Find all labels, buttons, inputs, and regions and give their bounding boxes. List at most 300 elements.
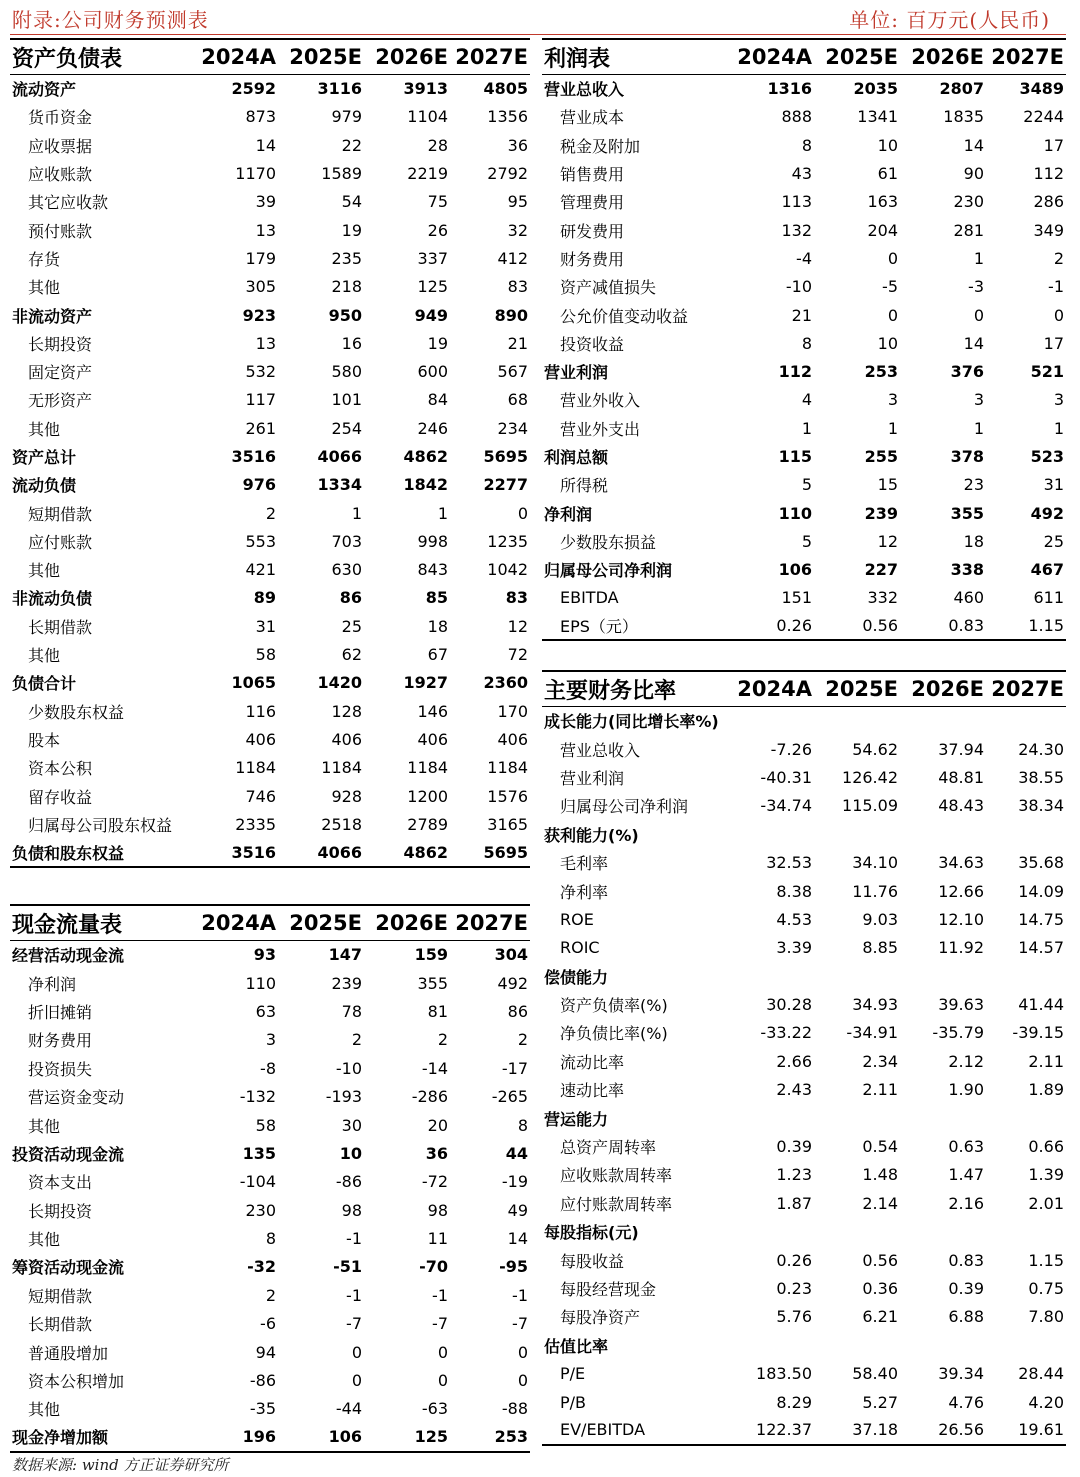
row-label: 公允价值变动收益 <box>560 306 689 326</box>
table-row <box>10 640 530 668</box>
row-value: 86 <box>339 588 362 608</box>
row-label: 其它应收款 <box>28 193 109 213</box>
row-value: 32 <box>507 220 528 240</box>
row-value: 0 <box>1053 305 1064 325</box>
row-value: 304 <box>494 945 528 965</box>
row-label: P/B <box>560 1392 587 1412</box>
row-value: 2 <box>1053 248 1064 268</box>
row-label: 其他 <box>28 1400 61 1420</box>
row-value: 4066 <box>278 839 364 867</box>
year-header: 2024A <box>192 905 278 941</box>
year-header: 2025E <box>814 39 900 75</box>
table-row <box>542 707 1066 735</box>
row-value: 523 <box>1030 447 1064 466</box>
table-row <box>542 1218 1066 1246</box>
row-value: 0 <box>517 1371 528 1391</box>
row-label: 固定资产 <box>28 363 93 383</box>
row-label: 应收票据 <box>28 136 93 156</box>
row-value: 58.40 <box>852 1364 898 1384</box>
table-row <box>10 188 530 216</box>
table-row <box>542 244 1066 272</box>
row-value: 14 <box>507 1229 528 1249</box>
row-value: 30 <box>341 1115 362 1135</box>
row-label: 流动资产 <box>12 80 77 100</box>
row-value <box>814 1218 900 1246</box>
row-value: -286 <box>411 1087 448 1107</box>
table-row <box>10 969 530 997</box>
table-row <box>542 357 1066 385</box>
row-value: -6 <box>260 1314 276 1334</box>
row-label: 普通股增加 <box>28 1343 109 1363</box>
row-value: 0 <box>437 1371 448 1391</box>
table-row <box>10 527 530 555</box>
row-value: 36 <box>507 135 528 155</box>
row-value: 1 <box>973 418 984 438</box>
income-statement-table <box>542 38 1066 641</box>
row-value: 0 <box>351 1342 362 1362</box>
row-value: 355 <box>950 503 984 523</box>
row-value: -7 <box>512 1314 528 1334</box>
table-row <box>10 1338 530 1366</box>
row-label: EPS（元） <box>542 612 728 640</box>
table-row <box>10 1395 530 1423</box>
row-value: 4066 <box>317 447 362 466</box>
row-value: 89 <box>253 588 276 608</box>
row-value: 406 <box>245 729 276 749</box>
row-label: 股本 <box>28 730 61 750</box>
table-row <box>10 1111 530 1139</box>
row-label: 销售费用 <box>560 165 625 185</box>
row-value: 1420 <box>317 673 362 693</box>
row-value <box>728 707 814 735</box>
ratios-header-row <box>542 671 1066 707</box>
data-source-note: 数据来源: wind 方正证券研究所 <box>12 1456 229 1474</box>
row-value: 218 <box>331 277 362 297</box>
header-divider <box>10 34 1066 35</box>
row-value: 1184 <box>235 758 276 778</box>
row-value: 14 <box>963 333 984 353</box>
row-value: 1356 <box>487 107 528 127</box>
row-value: 3.39 <box>776 938 812 958</box>
row-label: 成长能力(同比增长率%) <box>544 712 719 732</box>
table-row <box>542 1416 1066 1444</box>
table-row <box>10 131 530 159</box>
row-label: 归属母公司股东权益 <box>28 815 173 835</box>
row-label: 其他 <box>28 1116 61 1136</box>
row-value: 0.54 <box>862 1137 898 1157</box>
row-value: 24.30 <box>1018 739 1064 759</box>
table-row <box>542 131 1066 159</box>
row-value: 746 <box>245 786 276 806</box>
row-value: 116 <box>245 701 276 721</box>
table-row <box>10 839 530 867</box>
row-value: 230 <box>245 1200 276 1220</box>
row-value: 2.16 <box>948 1193 984 1213</box>
table-row <box>542 301 1066 329</box>
row-value: 950 <box>328 305 362 325</box>
table-row <box>542 103 1066 131</box>
row-label: 投资损失 <box>28 1059 93 1079</box>
table-row <box>542 1359 1066 1387</box>
table-row <box>542 1161 1066 1189</box>
row-value: 0.75 <box>1028 1279 1064 1298</box>
table-row <box>10 471 530 499</box>
row-label: 短期借款 <box>28 1286 93 1306</box>
row-value: 1.87 <box>776 1193 812 1213</box>
row-value: 30.28 <box>766 995 812 1015</box>
row-value: 179 <box>245 248 276 268</box>
row-value: -7 <box>346 1314 362 1334</box>
row-value: 10 <box>339 1143 362 1163</box>
row-value: -10 <box>335 1058 362 1078</box>
row-value: 2.43 <box>776 1080 812 1100</box>
row-value: 5 <box>801 531 812 551</box>
row-label: 长期借款 <box>28 617 93 637</box>
row-value: -10 <box>785 277 812 297</box>
row-value: 281 <box>953 220 984 240</box>
year-header: 2024A <box>728 39 814 75</box>
table-row <box>10 1423 530 1451</box>
row-value: 10 <box>877 333 898 353</box>
table-row <box>542 556 1066 584</box>
row-value <box>728 1331 814 1359</box>
row-value: -5 <box>882 277 898 297</box>
table-row <box>542 763 1066 791</box>
table-row <box>10 997 530 1025</box>
row-label: 净利率 <box>560 882 609 902</box>
row-label: 资产减值损失 <box>560 278 657 298</box>
row-value: 85 <box>425 588 448 608</box>
year-header: 2026E <box>364 39 450 75</box>
row-value: 2.01 <box>1028 1193 1064 1213</box>
row-value: 421 <box>245 560 276 580</box>
row-value: 1.47 <box>948 1165 984 1185</box>
row-value: 21 <box>507 333 528 353</box>
row-value: 3 <box>887 390 898 410</box>
row-value: 81 <box>427 1001 448 1021</box>
row-value: 37.94 <box>938 739 984 759</box>
row-value: 0.63 <box>948 1137 984 1157</box>
unit-label: 单位: 百万元(人民币) <box>849 8 1050 32</box>
row-label: 应付账款 <box>28 532 93 552</box>
year-header: 2026E <box>900 39 986 75</box>
row-value: 553 <box>245 531 276 551</box>
row-value: 0.66 <box>1028 1137 1064 1157</box>
row-value: 6.88 <box>948 1307 984 1327</box>
row-value <box>900 962 986 990</box>
row-value: 39 <box>255 192 276 212</box>
cash-flow-title: 现金流量表 <box>10 905 192 941</box>
row-label: 资产总计 <box>12 448 77 467</box>
row-value: 19.61 <box>986 1416 1066 1444</box>
row-value: 2518 <box>321 814 362 834</box>
row-value: 7.80 <box>1028 1307 1064 1327</box>
row-value: 106 <box>278 1423 364 1451</box>
row-label: 经营活动现金流 <box>12 946 125 966</box>
table-row <box>10 1253 530 1281</box>
ratios-title: 主要财务比率 <box>542 671 728 707</box>
row-value: 0.39 <box>776 1137 812 1157</box>
row-value: 126.42 <box>842 767 898 787</box>
row-value: 15 <box>877 475 898 495</box>
row-value: 5695 <box>483 447 528 466</box>
row-value: 8.38 <box>776 881 812 901</box>
row-label: 折旧摊销 <box>28 1002 93 1022</box>
table-row <box>542 75 1066 103</box>
row-label: 少数股东损益 <box>560 532 657 552</box>
row-label: 其他 <box>28 419 61 439</box>
row-value: 2360 <box>483 673 528 693</box>
row-value: 2 <box>351 1030 362 1050</box>
row-value: 14 <box>963 135 984 155</box>
row-value: 1576 <box>487 786 528 806</box>
row-value: -35 <box>249 1399 276 1419</box>
row-value: 349 <box>1033 220 1064 240</box>
row-value: 1.90 <box>948 1080 984 1100</box>
row-value: 0.23 <box>776 1279 812 1298</box>
table-row <box>10 273 530 301</box>
row-value: -39.15 <box>1012 1023 1064 1043</box>
financial-ratios-table <box>542 670 1066 1446</box>
row-value: 35.68 <box>1018 853 1064 873</box>
row-value: 998 <box>417 531 448 551</box>
table-row <box>542 1388 1066 1416</box>
table-row <box>542 905 1066 933</box>
row-value: -193 <box>325 1087 362 1107</box>
row-value: 38.34 <box>1018 796 1064 816</box>
row-value: 68 <box>507 390 528 410</box>
table-row <box>10 1224 530 1252</box>
row-value: 0.83 <box>900 612 986 640</box>
row-value: 2035 <box>853 79 898 99</box>
table-row <box>542 848 1066 876</box>
table-row <box>542 1132 1066 1160</box>
row-value: 98 <box>341 1200 362 1220</box>
row-label: 留存收益 <box>28 787 93 807</box>
row-value: 93 <box>253 945 276 965</box>
row-value: 1.15 <box>1028 1250 1064 1270</box>
row-value: 1.89 <box>1028 1080 1064 1100</box>
table-row <box>542 471 1066 499</box>
row-value: 843 <box>417 560 448 580</box>
row-value: 1184 <box>407 758 448 778</box>
row-value: 4862 <box>364 839 450 867</box>
row-value: 2789 <box>407 814 448 834</box>
balance-sheet-title: 资产负债表 <box>10 39 192 75</box>
row-label: 管理费用 <box>560 193 625 213</box>
row-value: 230 <box>953 192 984 212</box>
row-value: 2.66 <box>776 1051 812 1071</box>
row-value: 1.39 <box>1028 1165 1064 1185</box>
row-label: 速动比率 <box>560 1081 625 1101</box>
row-label: 投资活动现金流 <box>12 1144 125 1164</box>
year-header: 2025E <box>278 905 364 941</box>
row-value: 1835 <box>943 107 984 127</box>
row-value: 20 <box>427 1115 448 1135</box>
row-value: 1927 <box>403 673 448 693</box>
table-row <box>542 1246 1066 1274</box>
row-value: 14.75 <box>1018 909 1064 929</box>
row-value: 338 <box>950 560 984 580</box>
row-value: -8 <box>260 1058 276 1078</box>
table-row <box>10 103 530 131</box>
row-value: -86 <box>249 1371 276 1391</box>
row-value: 98 <box>427 1200 448 1220</box>
row-value: 41.44 <box>1018 995 1064 1015</box>
row-value: 332 <box>867 588 898 608</box>
row-value <box>814 962 900 990</box>
table-row <box>542 962 1066 990</box>
row-value: 406 <box>417 729 448 749</box>
row-value: 3489 <box>1019 79 1064 99</box>
row-value: 467 <box>1030 560 1064 580</box>
row-value: 3 <box>973 390 984 410</box>
row-label: 现金净增加额 <box>10 1423 192 1451</box>
row-value: 2592 <box>231 79 276 99</box>
row-label: 筹资活动现金流 <box>12 1258 125 1278</box>
cash-flow-header-row <box>10 905 530 941</box>
row-value: 253 <box>450 1423 530 1451</box>
row-label: 财务费用 <box>560 249 625 269</box>
year-header: 2027E <box>986 671 1066 707</box>
row-value: 406 <box>497 729 528 749</box>
row-label: 应付账款周转率 <box>560 1194 673 1214</box>
row-value: 21 <box>791 305 812 325</box>
row-value: 3116 <box>317 79 362 99</box>
row-value: 112 <box>1033 164 1064 184</box>
row-value: 117 <box>245 390 276 410</box>
row-value: 239 <box>864 503 898 523</box>
row-value: 147 <box>328 945 362 965</box>
row-value: -19 <box>501 1172 528 1192</box>
row-value: 239 <box>331 973 362 993</box>
row-value: 1.15 <box>986 612 1066 640</box>
row-value: 2.14 <box>862 1193 898 1213</box>
row-value: 22 <box>341 135 362 155</box>
row-value: 355 <box>417 973 448 993</box>
row-value: 0 <box>517 503 528 523</box>
row-value: 19 <box>341 220 362 240</box>
row-value: -88 <box>501 1399 528 1419</box>
row-value: 1042 <box>487 560 528 580</box>
table-row <box>10 810 530 838</box>
row-value: 255 <box>864 447 898 466</box>
table-row <box>542 877 1066 905</box>
row-label: 营业利润 <box>560 768 625 788</box>
row-value: 128 <box>331 701 362 721</box>
row-value: 2792 <box>487 164 528 184</box>
row-value: 4862 <box>403 447 448 466</box>
row-value: 227 <box>864 560 898 580</box>
row-label: ROIC <box>560 938 600 958</box>
row-label: 长期投资 <box>28 334 93 354</box>
row-value: 95 <box>507 192 528 212</box>
row-value: 2219 <box>407 164 448 184</box>
row-value: -34.74 <box>760 796 812 816</box>
row-value: 1.48 <box>862 1165 898 1185</box>
row-value: 49 <box>507 1200 528 1220</box>
income-statement-header-row <box>542 39 1066 75</box>
table-row <box>542 1047 1066 1075</box>
row-value: 234 <box>497 418 528 438</box>
table-row <box>542 499 1066 527</box>
row-value: -40.31 <box>760 767 812 787</box>
row-value: 1 <box>887 418 898 438</box>
row-value: 3 <box>265 1030 276 1050</box>
row-label: 营业总收入 <box>544 80 625 100</box>
table-row <box>542 820 1066 848</box>
table-row <box>542 1303 1066 1331</box>
row-value: 1184 <box>321 758 362 778</box>
row-value: 2 <box>517 1030 528 1050</box>
row-value: 14 <box>255 135 276 155</box>
row-value: 2244 <box>1023 107 1064 127</box>
table-row <box>10 1168 530 1196</box>
table-row <box>10 782 530 810</box>
row-value: 1200 <box>407 786 448 806</box>
row-label: 研发费用 <box>560 221 625 241</box>
row-label: 资本公积增加 <box>28 1372 125 1392</box>
cash-flow-table <box>10 904 530 1453</box>
row-value: 923 <box>242 305 276 325</box>
row-label: 流动比率 <box>560 1052 625 1072</box>
row-label: 预付账款 <box>28 221 93 241</box>
table-row <box>542 527 1066 555</box>
row-value: 376 <box>950 362 984 382</box>
row-value: 949 <box>414 305 448 325</box>
row-value: 151 <box>781 588 812 608</box>
row-value: 4.53 <box>776 909 812 929</box>
row-value: 567 <box>497 362 528 382</box>
row-value: -17 <box>501 1058 528 1078</box>
row-value: -35.79 <box>932 1023 984 1043</box>
row-value: 26 <box>427 220 448 240</box>
row-label: 营运能力 <box>544 1109 609 1129</box>
row-value: 61 <box>877 164 898 184</box>
row-value: -33.22 <box>760 1023 812 1043</box>
row-value: 112 <box>778 362 812 382</box>
table-row <box>10 499 530 527</box>
row-value: 492 <box>497 973 528 993</box>
row-label: 货币资金 <box>28 108 93 128</box>
row-value: 4805 <box>483 79 528 99</box>
row-value: 1334 <box>317 475 362 495</box>
row-value: 170 <box>497 701 528 721</box>
row-value: 9.03 <box>862 909 898 929</box>
table-row <box>10 1310 530 1338</box>
row-value: 1170 <box>235 164 276 184</box>
year-header: 2027E <box>450 905 530 941</box>
row-value: -70 <box>419 1257 448 1277</box>
row-value <box>900 707 986 735</box>
row-value <box>814 1104 900 1132</box>
row-label: 营业外收入 <box>560 391 641 411</box>
balance-sheet-table <box>10 38 530 868</box>
table-row <box>10 1026 530 1054</box>
row-value: 0.56 <box>862 1250 898 1270</box>
row-value: 2.11 <box>862 1080 898 1100</box>
row-label: 其他 <box>28 646 61 666</box>
row-value: 3165 <box>487 814 528 834</box>
row-label: 归属母公司净利润 <box>560 797 689 817</box>
table-row <box>10 414 530 442</box>
row-value: 0 <box>351 1371 362 1391</box>
row-value: 54.62 <box>852 739 898 759</box>
row-value: -3 <box>968 277 984 297</box>
row-label: 营业成本 <box>560 108 625 128</box>
balance-sheet-header-row <box>10 39 530 75</box>
row-value: 32.53 <box>766 853 812 873</box>
